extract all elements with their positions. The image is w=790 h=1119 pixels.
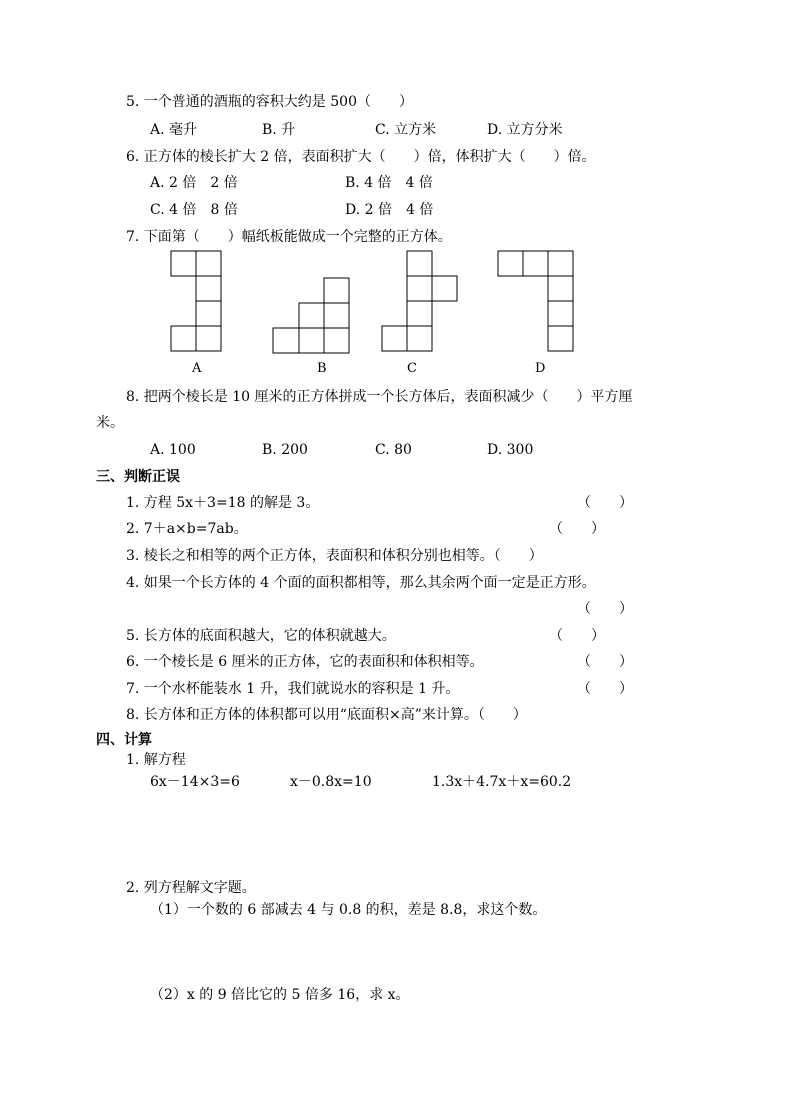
q8-option-a: A. 100 xyxy=(150,442,196,458)
judge-item-6: 6. 一个棱长是 6 厘米的正方体，它的表面积和体积相等。 xyxy=(126,654,484,670)
judge-item-5: 5. 长方体的底面积越大，它的体积就越大。 xyxy=(126,628,396,644)
q6-stem: 6. 正方体的棱长扩大 2 倍，表面积扩大（ ）倍，体积扩大（ ）倍。 xyxy=(126,149,596,165)
q8-option-d: D. 300 xyxy=(487,442,534,458)
judge-item-7-blank: （ ） xyxy=(577,681,633,697)
judge-item-4-blank: （ ） xyxy=(577,601,633,617)
cube-net-b xyxy=(273,278,349,353)
cube-net-a xyxy=(171,251,221,351)
q6-option-b: B. 4 倍 4 倍 xyxy=(345,175,433,191)
q5-option-d: D. 立方分米 xyxy=(487,122,563,138)
word-problem-1: （1）一个数的 6 部减去 4 与 0.8 的积，差是 8.8，求这个数。 xyxy=(150,902,547,918)
q6-option-c: C. 4 倍 8 倍 xyxy=(150,202,238,218)
judge-item-6-blank: （ ） xyxy=(577,654,633,670)
net-label-c: C xyxy=(407,361,417,376)
judge-item-2-blank: （ ） xyxy=(549,521,605,537)
calc-sub-word-problems: 2. 列方程解文字题。 xyxy=(126,880,256,896)
net-label-a: A xyxy=(192,361,202,376)
judge-item-8: 8. 长方体和正方体的体积都可以用“底面积×高”来计算。（ ） xyxy=(126,707,527,723)
judge-item-5-blank: （ ） xyxy=(549,628,605,644)
section-title-judge: 三、判断正误 xyxy=(96,469,180,485)
q6-option-d: D. 2 倍 4 倍 xyxy=(345,202,434,218)
word-problem-2: （2）x 的 9 倍比它的 5 倍多 16，求 x。 xyxy=(150,987,410,1003)
q5-option-a: A. 毫升 xyxy=(150,122,198,138)
q5-stem: 5. 一个普通的酒瓶的容积大约是 500（ ） xyxy=(126,94,413,110)
equation-3: 1.3x＋4.7x＋x=60.2 xyxy=(432,774,572,790)
cube-net-c xyxy=(382,251,457,351)
q8-stem-line1: 8. 把两个棱长是 10 厘米的正方体拼成一个长方体后，表面积减少（ ）平方厘 xyxy=(126,389,633,405)
q8-option-c: C. 80 xyxy=(375,442,412,458)
judge-item-2: 2. 7＋a×b=7ab。 xyxy=(126,521,248,537)
net-label-d: D xyxy=(535,361,546,376)
calc-sub-solve-equations: 1. 解方程 xyxy=(126,752,186,768)
q6-option-a: A. 2 倍 2 倍 xyxy=(150,175,238,191)
q7-stem: 7. 下面第（ ）幅纸板能做成一个完整的正方体。 xyxy=(126,229,452,245)
q5-option-b: B. 升 xyxy=(262,122,296,138)
equation-1: 6x－14×3=6 xyxy=(150,774,240,790)
judge-item-4: 4. 如果一个长方体的 4 个面的面积都相等，那么其余两个面一定是正方形。 xyxy=(126,575,596,591)
section-title-calc: 四、计算 xyxy=(96,732,152,748)
judge-item-1-blank: （ ） xyxy=(577,495,633,511)
q5-option-c: C. 立方米 xyxy=(375,122,437,138)
equation-2: x－0.8x=10 xyxy=(290,774,372,790)
net-label-b: B xyxy=(317,361,327,376)
q8-stem-line2: 米。 xyxy=(96,415,124,431)
judge-item-7: 7. 一个水杯能装水 1 升，我们就说水的容积是 1 升。 xyxy=(126,681,460,697)
q8-option-b: B. 200 xyxy=(262,442,308,458)
cube-nets-figure xyxy=(0,0,790,400)
cube-net-d xyxy=(498,251,573,351)
judge-item-1: 1. 方程 5x＋3=18 的解是 3。 xyxy=(126,495,320,511)
judge-item-3: 3. 棱长之和相等的两个正方体，表面积和体积分别也相等。（ ） xyxy=(126,548,543,564)
